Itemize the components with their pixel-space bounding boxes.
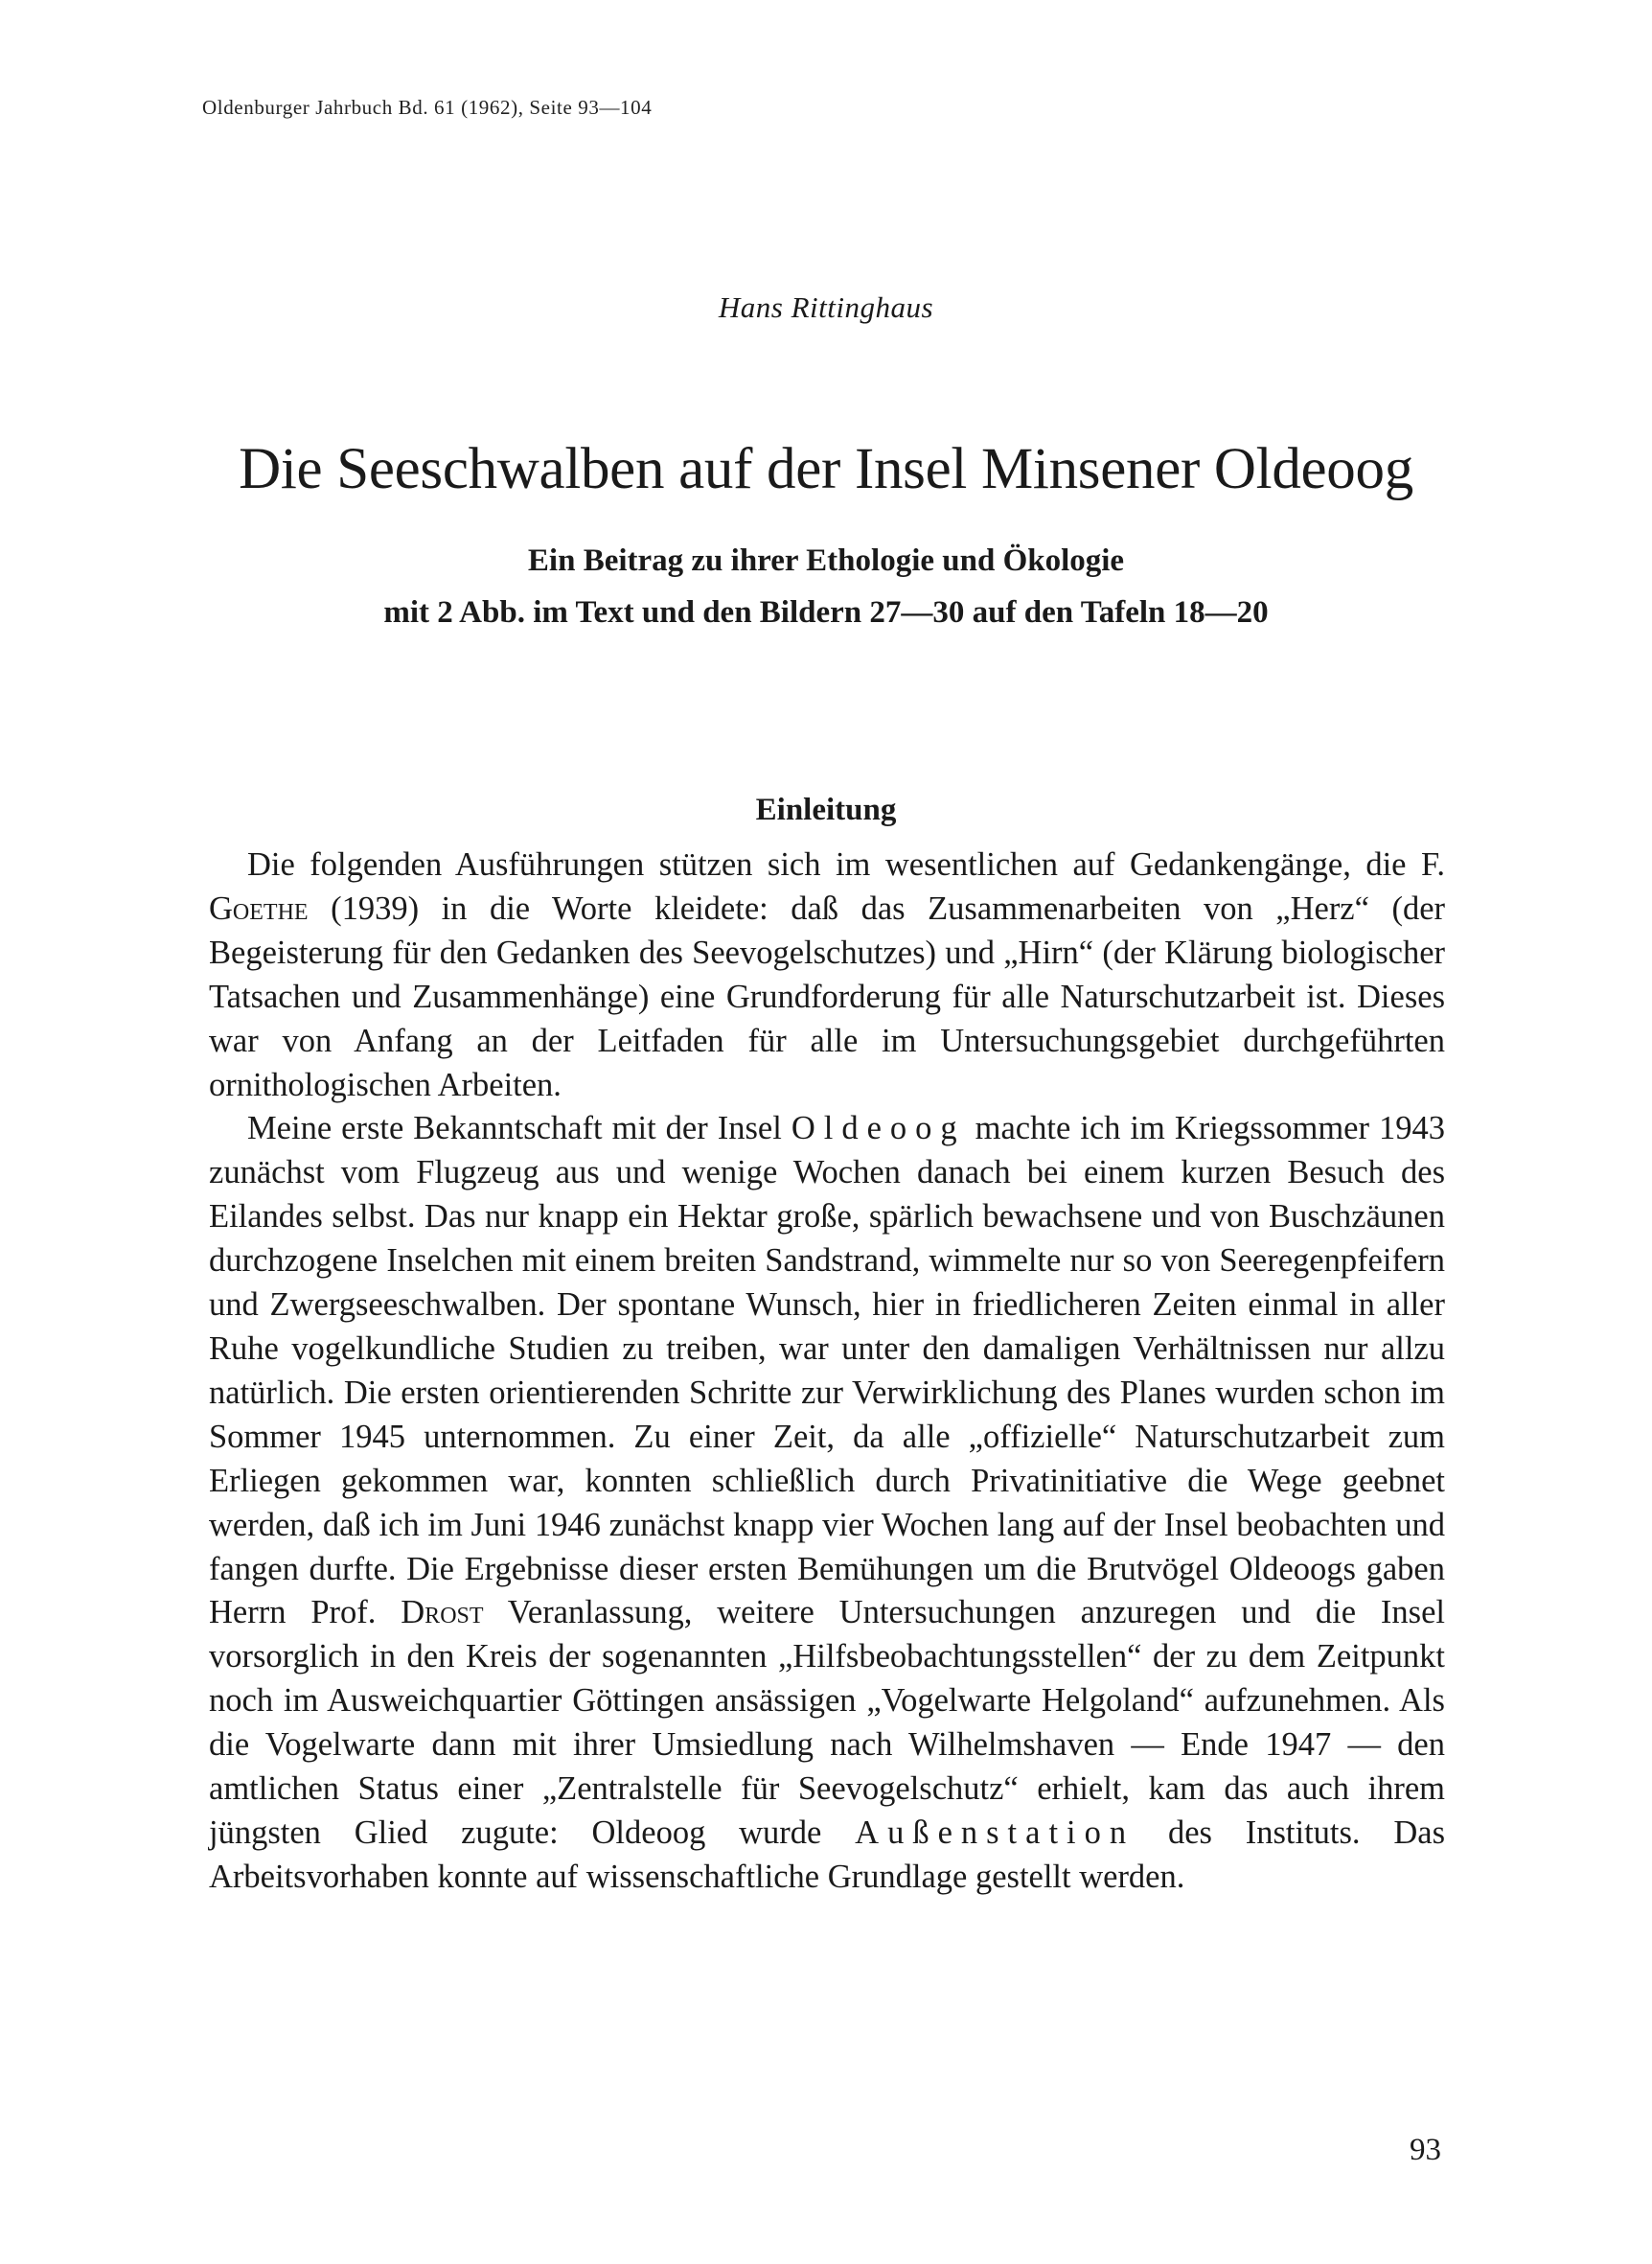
article-subtitle [0,535,1652,638]
subtitle-line-2: mit 2 Abb. im Text und den Bildern 27—30 auf den Tafeln 18—20 [383,595,1269,630]
page-number: 93 [1410,2133,1441,2167]
paragraph-text: machte ich im Kriegssommer 1943 zunächst vom Flugzeug aus und wenige Wochen danach bei einem kurzen Besuch des Eilandes selbst. Das nur knapp ein Hektar große, spärlich bewachsene und von Buschzäunen durchzogene Inselchen mit einem breiten Sandstrand, wimmelte nur so von Seeregenpfeifern und Zwergseeschwalben. Der spontane Wunsch, hier in friedlicheren Zeiten einmal in aller Ruhe vogelkundliche Studien zu treiben, war unter den damaligen Verhältnissen nur allzu natürlich. Die ersten orientierenden Schritte zur Verwirklichung des Planes wurden schon im Sommer 1945 unternommen. Zu einer Zeit, da alle „offizielle“ Naturschutzarbeit zum Erliegen gekommen war, konnten schließlich durch Privatinitiative die Wege geebnet werden, daß ich im Juni 1946 zunächst knapp vier Wochen lang auf der Insel beobachten und fangen durfte. Die Ergebnisse dieser ersten Bemühungen um die Brutvögel Oldeoogs gaben Herrn Prof. [209,1110,1445,1631]
body-text [209,843,1445,1900]
paragraph [209,843,1445,1107]
spaced-emphasis: Außenstation [855,1814,1136,1851]
author-reference: Drost [401,1594,484,1631]
paragraph-text: Meine erste Bekanntschaft mit der Insel [247,1110,792,1147]
subtitle-line-1: Ein Beitrag zu ihrer Ethologie und Ökologie [527,543,1125,578]
section-heading: Einleitung [755,793,897,827]
article-title: Die Seeschwalben auf der Insel Minsener Oldeoog [239,437,1413,501]
paragraph-text: (1939) in die Worte kleidete: daß das Zusammenarbeiten von „Herz“ (der Begeisterung für den Gedanken des Seevogelschutzes) und „Hirn“ (der Klärung biologischer Tatsachen und Zusammenhänge) eine Grundforderung für alle Naturschutzarbeit ist. Dieses war von Anfang an der Leitfaden für alle im Untersuchungsgebiet durchgeführten ornithologischen Arbeiten. [209,889,1445,1103]
spaced-emphasis: Oldeoog [791,1110,966,1147]
running-head: Oldenburger Jahrbuch Bd. 61 (1962), Seite 93—104 [202,96,653,119]
author-name: Hans Rittinghaus [718,290,934,324]
paragraph-text: Die folgenden Ausführungen stützen sich im wesentlichen auf Gedankengänge, die F. [247,846,1445,883]
author-reference: Goethe [209,889,309,927]
paragraph-text: Veranlassung, weitere Untersuchungen anzuregen und die Insel vorsorglich in den Kreis der sogenannten „Hilfsbeobachtungsstellen“ der zu dem Zeitpunkt noch im Ausweichquartier Göttingen ansässigen „Vogelwarte Helgoland“ aufzunehmen. Als die Vogelwarte dann mit ihrer Umsiedlung nach Wilhelmshaven — Ende 1947 — den amtlichen Status einer „Zentralstelle für Seevogelschutz“ erhielt, kam das auch ihrem jüngsten Glied zugute: Oldeoog wurde [209,1594,1445,1851]
paragraph [209,1107,1445,1899]
paragraph-text: des Instituts. Das Arbeitsvorhaben konnte auf wissenschaftliche Grundlage gestellt werden. [209,1814,1445,1895]
